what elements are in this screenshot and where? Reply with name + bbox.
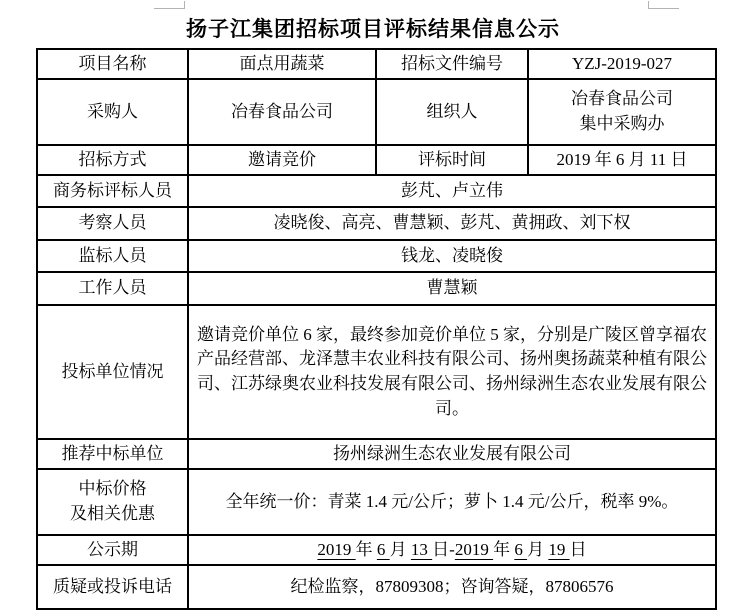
winning-price-value: 全年统一价：青菜 1.4 元/公斤；萝卜 1.4 元/公斤，税率 9%。 xyxy=(188,469,716,535)
table-row xyxy=(37,272,716,305)
table-row xyxy=(37,145,716,175)
evaluation-time-label: 评标时间 xyxy=(376,145,528,175)
tender-method-value: 邀请竞价 xyxy=(188,145,376,175)
organizer-label: 组织人 xyxy=(376,79,528,145)
tender-doc-number-value: YZJ-2019-027 xyxy=(528,49,716,79)
supervisors-label: 监标人员 xyxy=(37,240,188,272)
table-row xyxy=(37,469,716,535)
evaluation-result-table xyxy=(36,48,717,610)
crop-mark-right xyxy=(648,1,679,9)
page-title: 扬子江集团招标项目评标结果信息公示 xyxy=(186,18,560,41)
winning-price-label xyxy=(37,469,188,535)
purchaser-value: 冶春食品公司 xyxy=(188,79,376,145)
table-row xyxy=(37,207,716,240)
organizer-value xyxy=(528,79,716,145)
crop-mark-left xyxy=(154,1,185,9)
complaint-phone-label: 质疑或投诉电话 xyxy=(37,565,188,609)
bidders-value: 邀请竞价单位 6 家，最终参加竞价单位 5 家，分别是广陵区曾享福农产品经营部、龙泽慧丰农业科技有限公司、扬州奥扬蔬菜种植有限公司、江苏绿奥农业科技发展有限公司、扬州绿洲生态农业发展有限公司。 xyxy=(188,305,716,439)
recommended-winner-value: 扬州绿洲生态农业发展有限公司 xyxy=(188,439,716,469)
tender-doc-number-label: 招标文件编号 xyxy=(376,49,528,79)
recommended-winner-label: 推荐中标单位 xyxy=(37,439,188,469)
project-name-label: 项目名称 xyxy=(37,49,188,79)
table-row xyxy=(37,565,716,609)
bidders-label: 投标单位情况 xyxy=(37,305,188,439)
complaint-phone-value: 纪检监察，87809308；咨询答疑，87806576 xyxy=(188,565,716,609)
table-row xyxy=(37,175,716,207)
inspectors-label: 考察人员 xyxy=(37,207,188,240)
inspectors-value: 凌晓俊、高亮、曹慧颖、彭芃、黄拥政、刘下权 xyxy=(188,207,716,240)
table-row xyxy=(37,305,716,439)
commercial-evaluators-label: 商务标评标人员 xyxy=(37,175,188,207)
project-name-value: 面点用蔬菜 xyxy=(188,49,376,79)
commercial-evaluators-value: 彭芃、卢立伟 xyxy=(188,175,716,207)
purchaser-label: 采购人 xyxy=(37,79,188,145)
table-row xyxy=(37,79,716,145)
table-row xyxy=(37,439,716,469)
tender-method-label: 招标方式 xyxy=(37,145,188,175)
publicity-period-label: 公示期 xyxy=(37,535,188,565)
table-row xyxy=(37,535,716,565)
staff-value: 曹慧颖 xyxy=(188,272,716,305)
staff-label: 工作人员 xyxy=(37,272,188,305)
organizer-value-line1: 冶春食品公司 xyxy=(571,89,673,109)
organizer-value-line2: 集中采购办 xyxy=(579,114,665,133)
table-row xyxy=(37,49,716,79)
evaluation-time-value: 2019 年 6 月 11 日 xyxy=(528,145,716,175)
winning-price-label-line1: 中标价格 xyxy=(78,479,147,499)
winning-price-label-line2: 及相关优惠 xyxy=(70,504,155,523)
publicity-period-value: 2019 年 6 月 13 日-2019 年 6 月 19 日 xyxy=(188,535,716,565)
supervisors-value: 钱龙、凌晓俊 xyxy=(188,240,716,272)
table-row xyxy=(37,240,716,272)
